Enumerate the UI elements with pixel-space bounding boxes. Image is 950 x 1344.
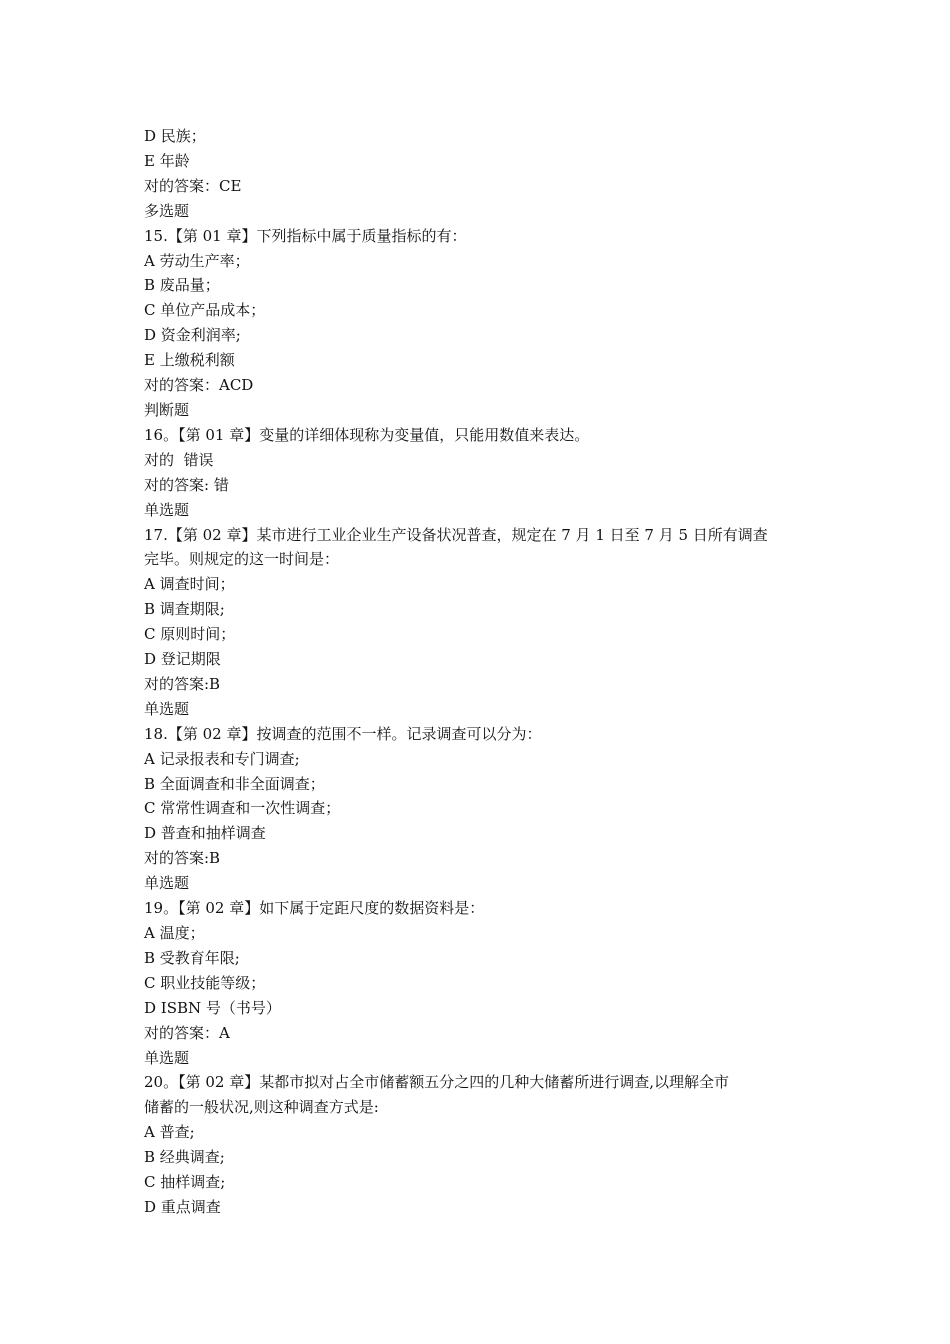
option-text: C 抽样调查;	[144, 1173, 226, 1192]
option-text: A 普查;	[144, 1123, 195, 1142]
question-text: 储蓄的一般状况,则这种调查方式是:	[144, 1098, 379, 1117]
document-page	[144, 124, 814, 1220]
option-text: D ISBN 号（书号）	[144, 998, 281, 1017]
option-text: D 重点调查	[144, 1197, 221, 1216]
option-text: A 调查时间；	[144, 575, 235, 594]
option-text: C 原则时间；	[144, 625, 236, 644]
option-text: B 经典调查;	[144, 1148, 225, 1167]
option-text: E 上缴税利额	[144, 351, 235, 370]
option-text: A 记录报表和专门调查;	[144, 749, 300, 768]
option-text: A 温度；	[144, 924, 205, 942]
option-text: B 受教育年限;	[144, 948, 240, 967]
option-text: D 民族；	[144, 127, 206, 145]
option-text: C 单位产品成本；	[144, 301, 266, 320]
answer-text: 对的答案：CE	[144, 176, 242, 195]
option-text: D 登记期限	[144, 650, 221, 669]
option-text: E 年龄	[144, 151, 190, 170]
answer-text: 对的答案：ACD	[144, 376, 254, 395]
question-text: 完毕。则规定的这一时间是：	[144, 550, 340, 569]
question-type: 单选题	[144, 500, 190, 519]
question-type: 单选题	[144, 699, 190, 718]
answer-text: 对的答案：A	[144, 1023, 230, 1042]
question-text: 15.【第 01 章】下列指标中属于质量指标的有：	[144, 226, 467, 245]
option-text: A 劳动生产率；	[144, 251, 250, 270]
option-text: C 常常性调查和一次性调查；	[144, 799, 341, 818]
option-text: B 全面调查和非全面调查；	[144, 774, 325, 793]
option-text: B 调查期限;	[144, 600, 225, 619]
question-type: 单选题	[144, 1048, 190, 1067]
option-text: B 废品量；	[144, 276, 220, 295]
question-text: 16。【第 01 章】变量的详细体现称为变量值，只能用数值来表达。	[144, 425, 590, 444]
option-text: D 普查和抽样调查	[144, 824, 266, 843]
question-text: 18.【第 02 章】按调查的范围不一样。记录调查可以分为：	[144, 724, 542, 743]
question-type: 判断题	[144, 400, 190, 419]
question-type: 多选题	[144, 201, 190, 220]
question-text: 20。【第 02 章】某都市拟对占全市储蓄额五分之四的几种大储蓄所进行调查,以理解全市	[144, 1073, 729, 1092]
question-type: 单选题	[144, 874, 190, 893]
question-text: 17.【第 02 章】某市进行工业企业生产设备状况普查，规定在 7 月 1 日至 7 月 5 日所有调查	[144, 525, 768, 544]
answer-text: 对的答案:B	[144, 674, 221, 693]
answer-text: 对的答案: 错	[144, 475, 229, 494]
option-text: D 资金利润率;	[144, 326, 241, 345]
answer-text: 对的答案:B	[144, 849, 221, 868]
question-text: 19。【第 02 章】如下属于定距尺度的数据资料是：	[144, 899, 485, 918]
option-text: 对的 错误	[144, 450, 214, 469]
option-text: C 职业技能等级；	[144, 973, 266, 992]
